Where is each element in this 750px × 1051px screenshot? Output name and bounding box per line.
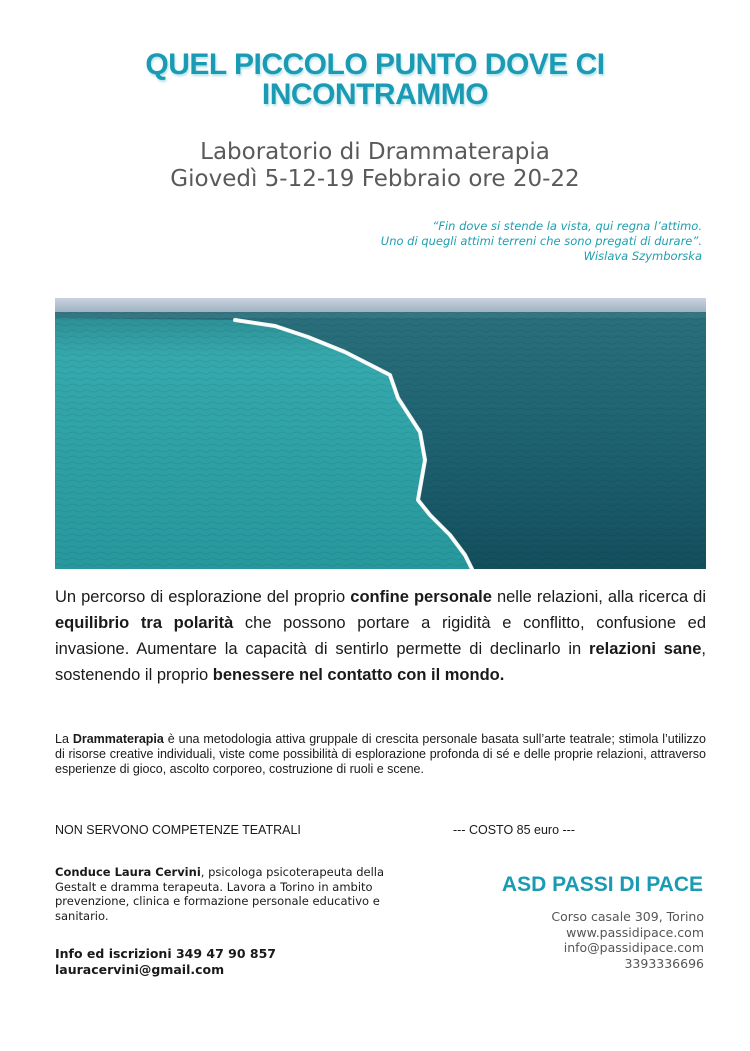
method-text: La <box>55 732 73 746</box>
contact-email: lauracervini@gmail.com <box>55 962 225 977</box>
organization-phone: 3393336696 <box>624 955 704 971</box>
event-subtitle <box>0 139 750 193</box>
quote-author: Wislava Szymborska <box>583 249 702 263</box>
organization-name: ASD PASSI DI PACE <box>501 873 703 896</box>
method-text: è una metodologia attiva gruppale di crescita personale basata sull’arte teatrale; stimola l’utilizzo di risorse creative individuali, viste come possibilità di esplorazione profonda di sé e delle proprie relazioni, attraverso esperienze di gioco, ascolto corporeo, costruzione di ruoli e scene. <box>55 732 706 776</box>
cost-note: --- COSTO 85 euro --- <box>453 823 576 837</box>
conductor-name: Conduce Laura Cervini <box>55 865 201 879</box>
event-title-line-2: INCONTRAMMO <box>261 78 489 111</box>
intro-text: Un percorso di esplorazione del proprio <box>55 588 351 606</box>
intro-text: , sostenendo il proprio <box>55 640 706 684</box>
intro-text: nelle relazioni, alla ricerca di <box>491 588 707 606</box>
intro-highlight: relazioni sane <box>589 640 702 658</box>
event-title <box>0 50 750 110</box>
quote-line-1: “Fin dove si stende la vista, qui regna l’attimo. <box>432 219 702 233</box>
contact-info <box>55 946 276 978</box>
conductor-bio <box>55 865 415 923</box>
requirements-note: NON SERVONO COMPETENZE TEATRALI <box>55 823 301 837</box>
intro-highlight: equilibrio tra polarità <box>55 614 234 632</box>
intro-highlight: benessere nel contatto con il mondo. <box>212 666 505 684</box>
workshop-name: Laboratorio di Drammaterapia <box>200 139 550 165</box>
intro-paragraph <box>55 584 706 688</box>
quote-line-2: Uno di quegli attimi terreni che sono pregati di durare”. <box>380 234 702 248</box>
contact-phone: Info ed iscrizioni 349 47 90 857 <box>55 946 277 961</box>
sea-boundary-photo <box>55 298 706 569</box>
workshop-schedule: Giovedì 5-12-19 Febbraio ore 20-22 <box>170 166 580 192</box>
organization-email: info@passidipace.com <box>563 940 704 955</box>
conductor-description: , psicologa psicoterapeuta della Gestalt e dramma terapeuta. Lavora a Torino in ambito prevenzione, clinica e formazione personale educativo e sanitario. <box>55 865 385 923</box>
event-title-line-1: QUEL PICCOLO PUNTO DOVE CI <box>145 48 605 81</box>
quote <box>202 219 702 264</box>
intro-text: che possono portare a rigidità e conflitto, confusione ed invasione. Aumentare la capacità di sentirlo permette di declinarlo in <box>55 614 707 658</box>
organization-website: www.passidipace.com <box>566 924 704 940</box>
organization-address: Corso casale 309, Torino <box>551 909 704 924</box>
method-highlight: Drammaterapia <box>72 732 164 746</box>
intro-highlight: confine personale <box>350 588 492 606</box>
organization-info <box>551 909 704 971</box>
method-paragraph <box>55 732 706 777</box>
